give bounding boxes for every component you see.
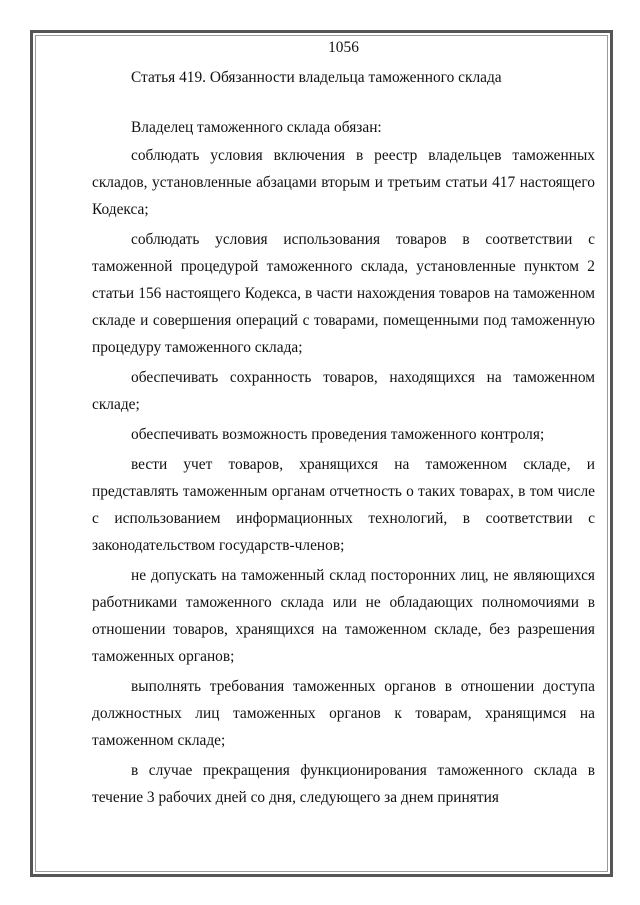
document-body [92, 38, 595, 814]
paragraph-officials-access: выполнять требования таможенных органов в отношении доступа должностных лиц таможенных органов к товарам, хранящимся на таможенном складе; [92, 678, 595, 749]
paragraph-customs-control: обеспечивать возможность проведения таможенного контроля; [131, 426, 545, 443]
paragraph-registry-conditions: соблюдать условия включения в реестр владельцев таможенных складов, установленные абзацами вторым и третьим статьи 417 настоящего Кодекса; [92, 147, 595, 218]
page-number: 1056 [328, 39, 359, 56]
paragraph-safekeeping: обеспечивать сохранность товаров, находящихся на таможенном складе; [92, 369, 595, 413]
article-title: Статья 419. Обязанности владельца таможенного склада [131, 69, 502, 86]
paragraph-usage-conditions: соблюдать условия использования товаров в соответствии с таможенной процедурой таможенного склада, установленные пунктом 2 статьи 156 настоящего Кодекса, в части нахождения товаров на таможенном складе и совершения операций с товарами, помещенными под таможенную процедуру таможенного склада; [92, 231, 595, 356]
paragraph-termination: в случае прекращения функционирования таможенного склада в течение 3 рабочих дней со дня, следующего за днем принятия [92, 762, 595, 806]
paragraph-access-restriction: не допускать на таможенный склад посторонних лиц, не являющихся работниками таможенного склада или не обладающих полномочиями в отношении товаров, хранящихся на таможенном складе, без разрешения таможенных органов; [92, 567, 595, 665]
paragraph-intro: Владелец таможенного склада обязан: [131, 119, 382, 136]
paragraph-accounting: вести учет товаров, хранящихся на таможенном складе, и представлять таможенным органам отчетность о таких товарах, в том числе с использованием информационных технологий, в соответствии с законодательством государств-членов; [92, 456, 595, 554]
